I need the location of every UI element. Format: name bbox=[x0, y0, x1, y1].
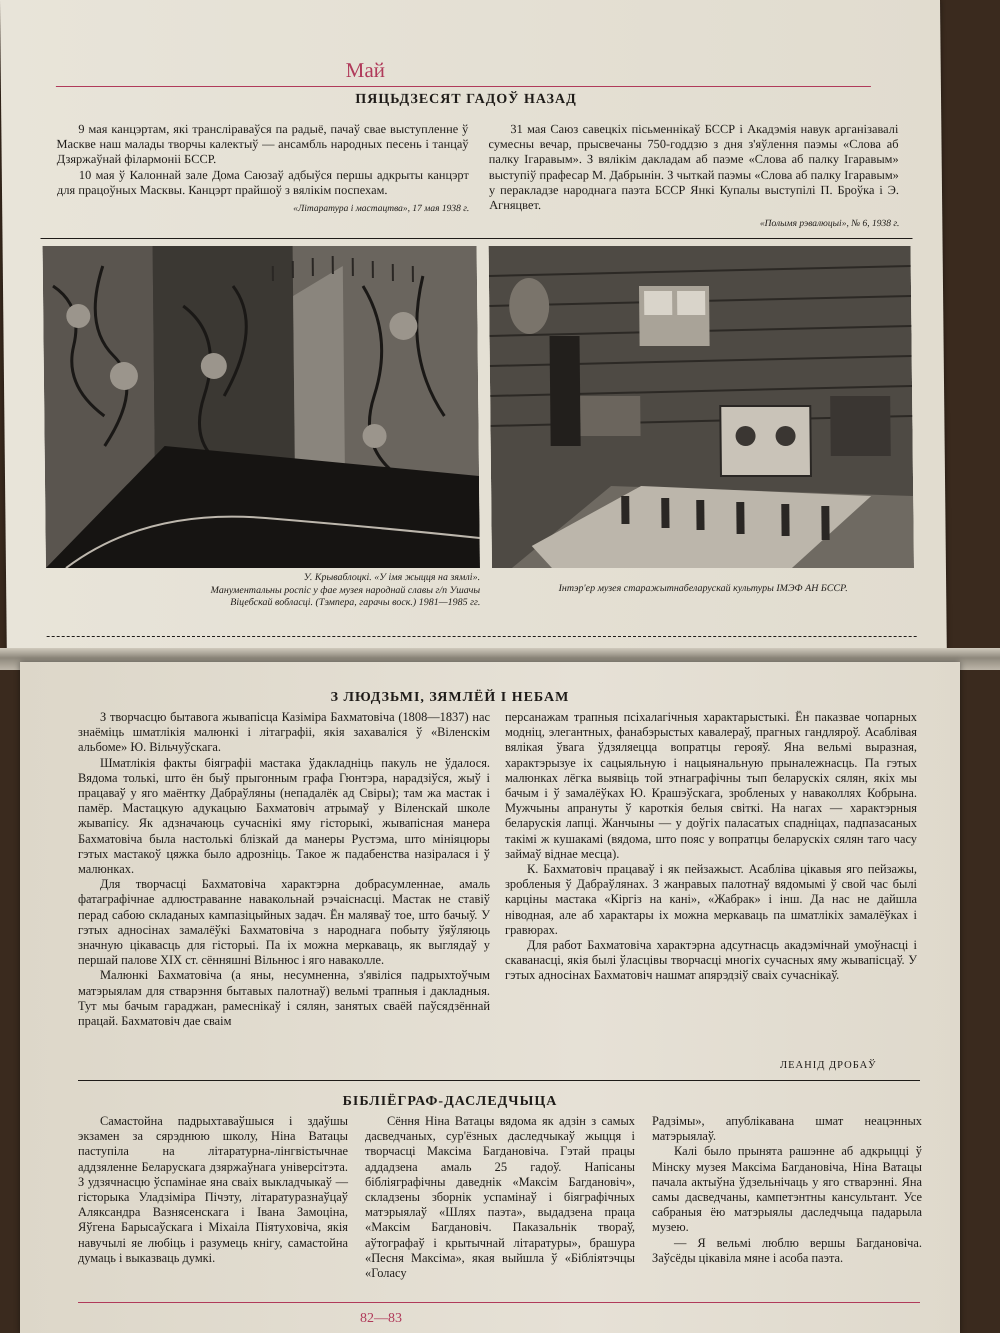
article1-author: ЛЕАНІД ДРОБАЎ bbox=[780, 1060, 877, 1071]
paragraph: Шматлікія факты біяграфіі мастака ўдакладніць пакуль не ўдалося. Вядома толькі, што ён быў прыгонным графа Гюнтэра, нарадзіўся, жыў і працаваў у яго маёнтку Дабраўляны (непадалёк ад Свіры); там жа мастак і памёр. Мастацкую адукацыю Бахматовіч атрымаў у Віленскай школе жывапісу. Як адзначаюць сучаснікі яму гісторыкі, жывапісная манера Бахматовіча была настолькі блізкай да манеры Рустэма, што мініяцюры гэтых мастакоў цяжка было адрозніць. Такое ж падабенства назіралася і ў малюнках. bbox=[78, 755, 490, 877]
paragraph: 9 мая канцэртам, які трансліраваўся па радыё, пачаў свае выступленне ў Маскве наш малады творчы калектыў — ансамбль народных песень і танцаў Дзяржаўнай філармоніі БССР. bbox=[56, 122, 469, 167]
article-separator bbox=[78, 1080, 920, 1081]
bottom-page bbox=[20, 662, 960, 1333]
museum-interior-photo bbox=[489, 246, 914, 568]
paragraph: — Я вельмі люблю вершы Багдановіча. Заўсёды цікавіла мяне і асоба паэта. bbox=[652, 1235, 922, 1265]
paragraph: 10 мая ў Калоннай зале Дома Саюзаў адбыўся першы адкрыты канцэрт для працоўных Масквы. Канцэрт прайшоў з вялікім поспехам. bbox=[56, 167, 469, 197]
fifty-years-heading: ПЯЦЬДЗЕСЯТ ГАДОЎ НАЗАД bbox=[355, 92, 577, 107]
paragraph: К. Бахматовіч працаваў і як пейзажыст. Асабліва цікавыя яго пейзажы, зробленыя ў Дабраўлянах. З жанравых палотнаў вядомымі ў свой час былі карціны мастака «Кіргіз на кані», «Жабрак» і інш. Да нас не дайшла ніводная, але аб характары іх можна меркаваць па шматлікіх замалёўках і гравюрах. bbox=[505, 862, 917, 937]
mural-caption bbox=[46, 572, 480, 610]
article1-heading: З ЛЮДЗЬМІ, ЗЯМЛЁЙ І НЕБАМ bbox=[330, 690, 570, 705]
mural-photo bbox=[43, 246, 480, 568]
top-page bbox=[0, 0, 947, 655]
fifty-years-right-column bbox=[488, 122, 899, 232]
mural-illustration bbox=[43, 246, 480, 568]
interior-illustration bbox=[489, 246, 914, 568]
article2-col1 bbox=[78, 1114, 348, 1266]
section-rule bbox=[40, 238, 912, 239]
page-bottom-rule bbox=[47, 636, 917, 637]
paragraph: Радзімы», апублікавана шмат неацэнных матэрыялаў. bbox=[652, 1114, 922, 1144]
paragraph: Для работ Бахматовіча характэрна адсутнасць акадэмічнай умоўнасці і скаванасці, якія былі ўласцівы творчасці многіх сучасных яму жывапісцаў. У гэтых адносінах Бахматовіч нашмат апярэдзіў сваіх сучаснікаў. bbox=[505, 938, 917, 983]
article1-left-column bbox=[78, 710, 490, 1029]
article2-col3 bbox=[652, 1114, 922, 1266]
paragraph: З творчасцю бытавога жывапісца Казіміра Бахматовіча (1808—1837) нас знаёміць шматлікія малюнкі і літаграфіі, якія захаваліся ў «Віленскім альбоме» Ю. Вільчуўскага. bbox=[78, 710, 490, 755]
paragraph: Малюнкі Бахматовіча (а яны, несумненна, з'явіліся падрыхтоўчым матэрыялам для стварэння бытавых палотнаў) вельмі трапныя і дакладныя. Тут мы бачым гараджан, рамеснікаў і сялян, занятых сваёй паўсядзённай працай. Бахматовіч дае сваім bbox=[78, 968, 490, 1029]
paragraph: Сёння Ніна Ватацы вядома як адзін з самых дасведчаных, сур'ёзных даследчыкаў жыцця і творчасці Максіма Багдановіча. Гэтай працы аддадзена амаль 25 гадоў. Напісаны бібліяграфічны даведнік «Максім Багдановіч», складзены зборнік успамінаў і біяграфічных матэрыялаў «Шлях паэта», выдадзена праца «Максім Багдановіч. Паказальнік твораў, аўтографаў і крытычнай літаратуры», брашура «Песня Максіма», якая выйшла ў «Бібліятэчцы «Голасу bbox=[365, 1114, 635, 1281]
paragraph: 31 мая Саюз савецкіх пісьменнікаў БССР і Акадэмія навук арганізавалі сумесны вечар, прысвечаны 750-годдзю з дня з'яўлення паэмы «Слова аб палку Ігаравым». З вялікім дакладам аб паэме «Слова аб палку Ігаравым» выступіў прафесар М. Дабрынін. З чыткай паэмы «Слова аб палку Ігаравым» у перакладзе народнага паэта БССР Янкі Купалы выступілі П. Броўка і Э. Агняцвет. bbox=[488, 122, 900, 213]
paragraph: Самастойна падрыхтаваўшыся і здаўшы экзамен за сярэднюю школу, Ніна Ватацы паступіла на літаратурна-лінгвістычнае аддзяленне Беларускага дзяржаўнага універсітэта. З удзячнасцю ўспамінае яна сваіх выкладчыкаў — гісторыка Уладзіміра Пічэту, літаратуразнаўцаў Аляксандра Вазнясенскага і Івана Замоціна, Яўгена Барысаўскага і Міхаіла Піятуховіча, якія навучылі яе любіць і разумець кнігу, самастойна думаць і выказваць думкі. bbox=[78, 1114, 348, 1265]
article2-col2 bbox=[365, 1114, 635, 1281]
caption-line: У. Крываблоцкі. «У імя жыцця на зямлі». bbox=[303, 572, 481, 583]
paragraph: персанажам трапныя псіхалагічныя характарыстыкі. Ён паказвае чопарных модніц, элегантных, фанабэрыстых кавалераў, прагных гандляроў. Асаблівая вялікая ўвага ўдзяляецца вопратцы герояў. Яна вельмі выразная, характэрызуе іх сацыяльную і нацыянальную прыналежнасць. Па гэтых малюнках лёгка выявіць той этнаграфічны тып беларускіх сялян, якіх мы бачым і ў замалёўках Ю. Крашэўскага, зробленых у наваколлях Кобрына. Мужчыны апрануты ў кароткія белыя світкі. На нагах — характэрныя беларускія лапці. Жанчыны — у доўгіх паласатых спадніцах, падпазасаных такімі ж кушакамі (вядома, што пояс у вопратцы беларускіх сялян таго часу займаў віднае месца). bbox=[505, 710, 917, 861]
month-rule bbox=[56, 86, 871, 87]
article2-heading: БІБЛІЁГРАФ-ДАСЛЕДЧЫЦА bbox=[342, 1094, 558, 1109]
museum-caption: Інтэр'ер музея старажытнабеларускай культуры ІМЭФ АН БССР. bbox=[558, 583, 848, 594]
month-heading: Май bbox=[345, 58, 386, 82]
caption-line: Манументальны роспіс у фае музея народнай славы г/п Ушачы bbox=[210, 584, 481, 596]
source-citation: «Полымя рэвалюцыі», № 6, 1938 г. bbox=[759, 219, 900, 230]
paragraph: Для творчасці Бахматовіча характэрна добрасумленнае, амаль фатаграфічнае адлюстраванне навакольнай рэчаіснасці. Мастак не ставіў перад сабою складаных кампазіцыйных задач. Ён маляваў тое, што бачыў. У гэтых адносінах замалёўкі Бахматовіча з народнага побыту ўяўляюць значную цікавасць для гісторыі. Па іх можна меркаваць, як выглядаў у першай палове XIX ст. сённяшні Вільнюс і яго наваколле. bbox=[78, 877, 490, 968]
paragraph: Калі было прынята рашэнне аб адкрыцці ў Мінску музея Максіма Багдановіча, Ніна Ватацы пачала актыўна ўдзельнічаць у яго стварэнні. Яна самы дасведчаны, кампетэнтны кансультант. Усе сабраныя ёю матэрыялы даследчыца падарыла музею. bbox=[652, 1144, 922, 1235]
footer-rule bbox=[78, 1302, 920, 1303]
caption-line: Віцебскай вобласці. (Тэмпера, гарачы воск.) 1981—1985 гг. bbox=[230, 597, 481, 608]
article1-right-column bbox=[505, 710, 917, 984]
page-number: 82—83 bbox=[360, 1311, 402, 1326]
source-citation: «Літаратура і мастацтва», 17 мая 1938 г. bbox=[292, 204, 470, 215]
fifty-years-left-column bbox=[56, 122, 469, 217]
